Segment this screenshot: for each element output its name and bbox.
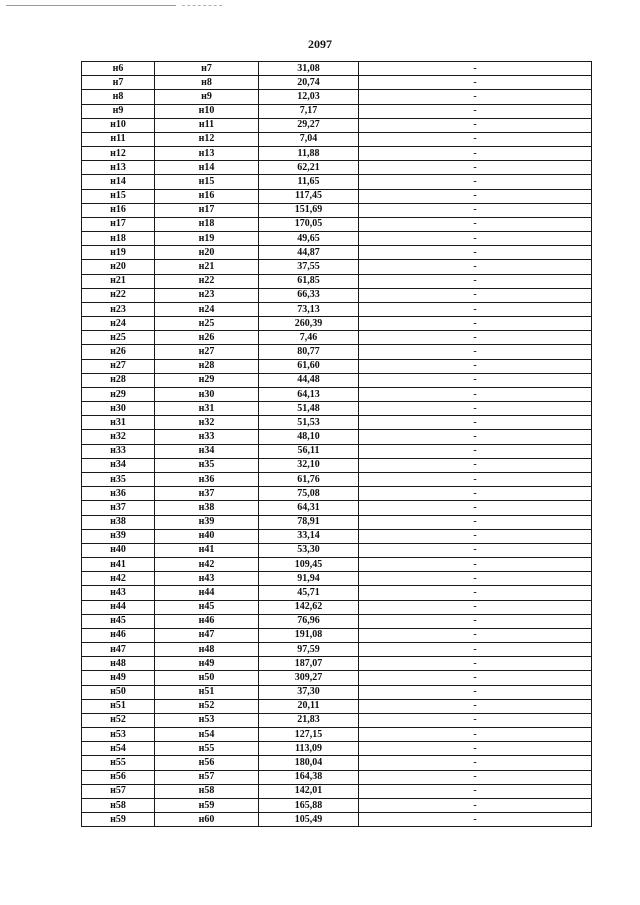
from-point-cell: н51 xyxy=(82,699,155,713)
note-cell: - xyxy=(359,742,592,756)
note-cell: - xyxy=(359,260,592,274)
distance-cell: 97,59 xyxy=(259,643,359,657)
table-row xyxy=(82,458,592,472)
note-cell: - xyxy=(359,813,592,827)
from-point-cell: н53 xyxy=(82,728,155,742)
note-cell: - xyxy=(359,472,592,486)
table-row xyxy=(82,373,592,387)
note-cell: - xyxy=(359,643,592,657)
note-cell: - xyxy=(359,756,592,770)
from-point-cell: н15 xyxy=(82,189,155,203)
distance-cell: 78,91 xyxy=(259,515,359,529)
distance-cell: 49,65 xyxy=(259,232,359,246)
from-point-cell: н18 xyxy=(82,232,155,246)
from-point-cell: н49 xyxy=(82,671,155,685)
table-row xyxy=(82,756,592,770)
distance-cell: 164,38 xyxy=(259,770,359,784)
from-point-cell: н17 xyxy=(82,217,155,231)
to-point-cell: н16 xyxy=(155,189,259,203)
table-row xyxy=(82,643,592,657)
coordinates-table xyxy=(81,61,592,827)
note-cell: - xyxy=(359,614,592,628)
table-row xyxy=(82,90,592,104)
to-point-cell: н27 xyxy=(155,345,259,359)
to-point-cell: н15 xyxy=(155,175,259,189)
to-point-cell: н39 xyxy=(155,515,259,529)
from-point-cell: н37 xyxy=(82,501,155,515)
table-row xyxy=(82,217,592,231)
note-cell: - xyxy=(359,657,592,671)
note-cell: - xyxy=(359,62,592,76)
to-point-cell: н29 xyxy=(155,373,259,387)
from-point-cell: н20 xyxy=(82,260,155,274)
from-point-cell: н26 xyxy=(82,345,155,359)
from-point-cell: н14 xyxy=(82,175,155,189)
note-cell: - xyxy=(359,104,592,118)
table-row xyxy=(82,770,592,784)
note-cell: - xyxy=(359,302,592,316)
distance-cell: 7,17 xyxy=(259,104,359,118)
distance-cell: 33,14 xyxy=(259,529,359,543)
distance-cell: 7,46 xyxy=(259,331,359,345)
distance-cell: 44,87 xyxy=(259,246,359,260)
distance-cell: 37,30 xyxy=(259,685,359,699)
distance-cell: 165,88 xyxy=(259,798,359,812)
table-row xyxy=(82,798,592,812)
to-point-cell: н9 xyxy=(155,90,259,104)
table-row xyxy=(82,246,592,260)
table-row xyxy=(82,331,592,345)
from-point-cell: н59 xyxy=(82,813,155,827)
table-row xyxy=(82,118,592,132)
table-row xyxy=(82,132,592,146)
table-row xyxy=(82,543,592,557)
table-row xyxy=(82,728,592,742)
from-point-cell: н19 xyxy=(82,246,155,260)
distance-cell: 113,09 xyxy=(259,742,359,756)
table-row xyxy=(82,713,592,727)
table-row xyxy=(82,104,592,118)
table-row xyxy=(82,657,592,671)
from-point-cell: н28 xyxy=(82,373,155,387)
to-point-cell: н7 xyxy=(155,62,259,76)
to-point-cell: н24 xyxy=(155,302,259,316)
distance-cell: 260,39 xyxy=(259,317,359,331)
to-point-cell: н52 xyxy=(155,699,259,713)
from-point-cell: н44 xyxy=(82,600,155,614)
note-cell: - xyxy=(359,515,592,529)
to-point-cell: н53 xyxy=(155,713,259,727)
distance-cell: 109,45 xyxy=(259,558,359,572)
from-point-cell: н40 xyxy=(82,543,155,557)
table-row xyxy=(82,784,592,798)
note-cell: - xyxy=(359,529,592,543)
table-row xyxy=(82,614,592,628)
from-point-cell: н58 xyxy=(82,798,155,812)
to-point-cell: н12 xyxy=(155,132,259,146)
to-point-cell: н19 xyxy=(155,232,259,246)
table-row xyxy=(82,402,592,416)
from-point-cell: н35 xyxy=(82,472,155,486)
distance-cell: 31,08 xyxy=(259,62,359,76)
table-row xyxy=(82,501,592,515)
from-point-cell: н52 xyxy=(82,713,155,727)
distance-cell: 44,48 xyxy=(259,373,359,387)
table-row xyxy=(82,813,592,827)
to-point-cell: н54 xyxy=(155,728,259,742)
table-row xyxy=(82,274,592,288)
from-point-cell: н11 xyxy=(82,132,155,146)
distance-cell: 51,48 xyxy=(259,402,359,416)
from-point-cell: н46 xyxy=(82,628,155,642)
distance-cell: 180,04 xyxy=(259,756,359,770)
distance-cell: 51,53 xyxy=(259,416,359,430)
distance-cell: 80,77 xyxy=(259,345,359,359)
from-point-cell: н30 xyxy=(82,402,155,416)
from-point-cell: н8 xyxy=(82,90,155,104)
distance-cell: 91,94 xyxy=(259,572,359,586)
to-point-cell: н23 xyxy=(155,288,259,302)
note-cell: - xyxy=(359,387,592,401)
note-cell: - xyxy=(359,175,592,189)
to-point-cell: н40 xyxy=(155,529,259,543)
table-row xyxy=(82,572,592,586)
distance-cell: 191,08 xyxy=(259,628,359,642)
from-point-cell: н54 xyxy=(82,742,155,756)
to-point-cell: н25 xyxy=(155,317,259,331)
to-point-cell: н31 xyxy=(155,402,259,416)
table-row xyxy=(82,430,592,444)
to-point-cell: н56 xyxy=(155,756,259,770)
to-point-cell: н33 xyxy=(155,430,259,444)
to-point-cell: н14 xyxy=(155,161,259,175)
to-point-cell: н36 xyxy=(155,472,259,486)
table-row xyxy=(82,189,592,203)
note-cell: - xyxy=(359,189,592,203)
from-point-cell: н38 xyxy=(82,515,155,529)
from-point-cell: н13 xyxy=(82,161,155,175)
note-cell: - xyxy=(359,501,592,515)
from-point-cell: н6 xyxy=(82,62,155,76)
table-row xyxy=(82,161,592,175)
distance-cell: 48,10 xyxy=(259,430,359,444)
table-row xyxy=(82,76,592,90)
distance-cell: 117,45 xyxy=(259,189,359,203)
top-edge-rule xyxy=(6,5,176,6)
table-row xyxy=(82,685,592,699)
from-point-cell: н29 xyxy=(82,387,155,401)
table-row xyxy=(82,317,592,331)
from-point-cell: н31 xyxy=(82,416,155,430)
distance-cell: 61,60 xyxy=(259,359,359,373)
distance-cell: 37,55 xyxy=(259,260,359,274)
distance-cell: 187,07 xyxy=(259,657,359,671)
to-point-cell: н30 xyxy=(155,387,259,401)
distance-cell: 12,03 xyxy=(259,90,359,104)
from-point-cell: н45 xyxy=(82,614,155,628)
note-cell: - xyxy=(359,713,592,727)
table-row xyxy=(82,288,592,302)
note-cell: - xyxy=(359,288,592,302)
table-row xyxy=(82,175,592,189)
from-point-cell: н34 xyxy=(82,458,155,472)
note-cell: - xyxy=(359,798,592,812)
distance-cell: 32,10 xyxy=(259,458,359,472)
to-point-cell: н59 xyxy=(155,798,259,812)
from-point-cell: н56 xyxy=(82,770,155,784)
distance-cell: 142,01 xyxy=(259,784,359,798)
note-cell: - xyxy=(359,90,592,104)
distance-cell: 73,13 xyxy=(259,302,359,316)
to-point-cell: н10 xyxy=(155,104,259,118)
table-row xyxy=(82,359,592,373)
to-point-cell: н49 xyxy=(155,657,259,671)
to-point-cell: н42 xyxy=(155,558,259,572)
table-row xyxy=(82,586,592,600)
note-cell: - xyxy=(359,317,592,331)
to-point-cell: н26 xyxy=(155,331,259,345)
from-point-cell: н55 xyxy=(82,756,155,770)
note-cell: - xyxy=(359,345,592,359)
from-point-cell: н16 xyxy=(82,203,155,217)
from-point-cell: н57 xyxy=(82,784,155,798)
distance-cell: 56,11 xyxy=(259,444,359,458)
to-point-cell: н45 xyxy=(155,600,259,614)
table-row xyxy=(82,232,592,246)
from-point-cell: н42 xyxy=(82,572,155,586)
to-point-cell: н35 xyxy=(155,458,259,472)
note-cell: - xyxy=(359,728,592,742)
note-cell: - xyxy=(359,76,592,90)
table-row xyxy=(82,147,592,161)
to-point-cell: н55 xyxy=(155,742,259,756)
note-cell: - xyxy=(359,331,592,345)
note-cell: - xyxy=(359,203,592,217)
to-point-cell: н38 xyxy=(155,501,259,515)
table-row xyxy=(82,62,592,76)
distance-cell: 7,04 xyxy=(259,132,359,146)
to-point-cell: н58 xyxy=(155,784,259,798)
from-point-cell: н39 xyxy=(82,529,155,543)
from-point-cell: н43 xyxy=(82,586,155,600)
to-point-cell: н17 xyxy=(155,203,259,217)
from-point-cell: н25 xyxy=(82,331,155,345)
note-cell: - xyxy=(359,444,592,458)
note-cell: - xyxy=(359,359,592,373)
from-point-cell: н24 xyxy=(82,317,155,331)
note-cell: - xyxy=(359,671,592,685)
table-row xyxy=(82,628,592,642)
table-row xyxy=(82,558,592,572)
note-cell: - xyxy=(359,118,592,132)
to-point-cell: н28 xyxy=(155,359,259,373)
note-cell: - xyxy=(359,487,592,501)
note-cell: - xyxy=(359,770,592,784)
to-point-cell: н20 xyxy=(155,246,259,260)
distance-cell: 20,11 xyxy=(259,699,359,713)
table-row xyxy=(82,472,592,486)
distance-cell: 151,69 xyxy=(259,203,359,217)
distance-cell: 62,21 xyxy=(259,161,359,175)
note-cell: - xyxy=(359,628,592,642)
distance-cell: 66,33 xyxy=(259,288,359,302)
table-row xyxy=(82,203,592,217)
note-cell: - xyxy=(359,402,592,416)
distance-cell: 64,31 xyxy=(259,501,359,515)
note-cell: - xyxy=(359,132,592,146)
table-row xyxy=(82,515,592,529)
table-row xyxy=(82,387,592,401)
to-point-cell: н11 xyxy=(155,118,259,132)
distance-cell: 45,71 xyxy=(259,586,359,600)
note-cell: - xyxy=(359,246,592,260)
table-row xyxy=(82,416,592,430)
to-point-cell: н22 xyxy=(155,274,259,288)
table-row xyxy=(82,345,592,359)
note-cell: - xyxy=(359,274,592,288)
distance-cell: 309,27 xyxy=(259,671,359,685)
note-cell: - xyxy=(359,458,592,472)
table-row xyxy=(82,671,592,685)
to-point-cell: н50 xyxy=(155,671,259,685)
from-point-cell: н27 xyxy=(82,359,155,373)
to-point-cell: н8 xyxy=(155,76,259,90)
to-point-cell: н21 xyxy=(155,260,259,274)
distance-cell: 105,49 xyxy=(259,813,359,827)
page-number: 2097 xyxy=(308,37,332,51)
distance-cell: 127,15 xyxy=(259,728,359,742)
to-point-cell: н44 xyxy=(155,586,259,600)
to-point-cell: н57 xyxy=(155,770,259,784)
table-row xyxy=(82,487,592,501)
from-point-cell: н9 xyxy=(82,104,155,118)
distance-cell: 76,96 xyxy=(259,614,359,628)
table-row xyxy=(82,302,592,316)
note-cell: - xyxy=(359,217,592,231)
from-point-cell: н7 xyxy=(82,76,155,90)
note-cell: - xyxy=(359,232,592,246)
to-point-cell: н41 xyxy=(155,543,259,557)
distance-cell: 61,76 xyxy=(259,472,359,486)
to-point-cell: н48 xyxy=(155,643,259,657)
distance-cell: 29,27 xyxy=(259,118,359,132)
table-body xyxy=(82,62,592,827)
from-point-cell: н21 xyxy=(82,274,155,288)
to-point-cell: н37 xyxy=(155,487,259,501)
to-point-cell: н46 xyxy=(155,614,259,628)
from-point-cell: н12 xyxy=(82,147,155,161)
to-point-cell: н18 xyxy=(155,217,259,231)
from-point-cell: н10 xyxy=(82,118,155,132)
from-point-cell: н33 xyxy=(82,444,155,458)
to-point-cell: н32 xyxy=(155,416,259,430)
from-point-cell: н47 xyxy=(82,643,155,657)
note-cell: - xyxy=(359,373,592,387)
distance-cell: 142,62 xyxy=(259,600,359,614)
from-point-cell: н36 xyxy=(82,487,155,501)
distance-cell: 75,08 xyxy=(259,487,359,501)
note-cell: - xyxy=(359,161,592,175)
to-point-cell: н47 xyxy=(155,628,259,642)
distance-cell: 64,13 xyxy=(259,387,359,401)
note-cell: - xyxy=(359,699,592,713)
from-point-cell: н22 xyxy=(82,288,155,302)
distance-cell: 11,65 xyxy=(259,175,359,189)
distance-cell: 61,85 xyxy=(259,274,359,288)
distance-cell: 11,88 xyxy=(259,147,359,161)
to-point-cell: н43 xyxy=(155,572,259,586)
to-point-cell: н60 xyxy=(155,813,259,827)
to-point-cell: н34 xyxy=(155,444,259,458)
top-edge-rule-dashed xyxy=(182,5,222,6)
note-cell: - xyxy=(359,430,592,444)
to-point-cell: н51 xyxy=(155,685,259,699)
distance-cell: 53,30 xyxy=(259,543,359,557)
distance-cell: 20,74 xyxy=(259,76,359,90)
note-cell: - xyxy=(359,586,592,600)
table-row xyxy=(82,699,592,713)
table-row xyxy=(82,444,592,458)
note-cell: - xyxy=(359,543,592,557)
note-cell: - xyxy=(359,147,592,161)
note-cell: - xyxy=(359,685,592,699)
from-point-cell: н50 xyxy=(82,685,155,699)
note-cell: - xyxy=(359,784,592,798)
from-point-cell: н41 xyxy=(82,558,155,572)
from-point-cell: н48 xyxy=(82,657,155,671)
to-point-cell: н13 xyxy=(155,147,259,161)
note-cell: - xyxy=(359,416,592,430)
note-cell: - xyxy=(359,558,592,572)
note-cell: - xyxy=(359,600,592,614)
distance-cell: 21,83 xyxy=(259,713,359,727)
distance-cell: 170,05 xyxy=(259,217,359,231)
table-row xyxy=(82,600,592,614)
table-row xyxy=(82,529,592,543)
from-point-cell: н23 xyxy=(82,302,155,316)
table-row xyxy=(82,742,592,756)
from-point-cell: н32 xyxy=(82,430,155,444)
note-cell: - xyxy=(359,572,592,586)
table-row xyxy=(82,260,592,274)
